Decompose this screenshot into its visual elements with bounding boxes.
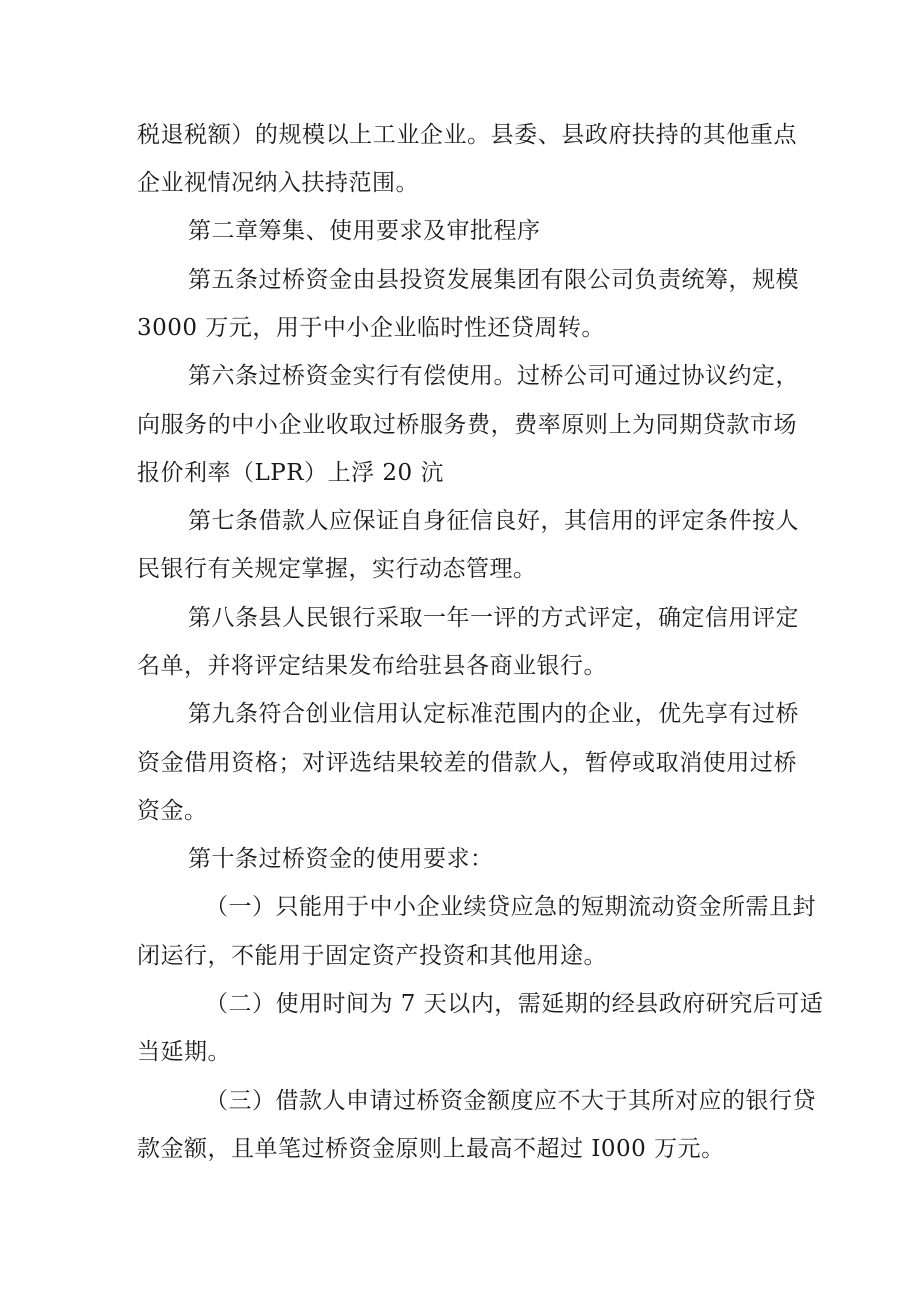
article-5-line: 3000 万元，用于中小企业临时性还贷周转。: [137, 315, 605, 341]
article-10-heading: 第十条过桥资金的使用要求：: [188, 846, 494, 872]
body-text-line: 企业视情况纳入扶持范围。: [137, 170, 419, 196]
chapter-heading: 第二章筹集、使用要求及审批程序: [188, 218, 541, 244]
article-8-line: 第八条县人民银行采取一年一评的方式评定，确定信用评定: [188, 605, 799, 631]
article-7-line: 第七条借款人应保证自身征信良好，其信用的评定条件按人: [188, 508, 799, 534]
clause-2-line: 当延期。: [137, 1039, 231, 1065]
article-9-line: 资金借用资格；对评选结果较差的借款人，暂停或取消使用过桥: [137, 750, 797, 776]
clause-3-line: （三）借款人申请过桥资金额度应不大于其所对应的银行贷: [205, 1088, 816, 1114]
clause-2-line: （二）使用时间为 7 天以内，需延期的经县政府研究后可适: [205, 991, 824, 1017]
article-6-line: 向服务的中小企业收取过桥服务费，费率原则上为同期贷款市场: [137, 412, 797, 438]
article-9-line: 资金。: [137, 798, 208, 824]
article-8-line: 名单，并将评定结果发布给驻县各商业银行。: [137, 653, 607, 679]
article-9-line: 第九条符合创业信用认定标准范围内的企业，优先享有过桥: [188, 701, 799, 727]
article-6-line: 报价利率（LPR）上浮 20 沆: [137, 460, 444, 486]
clause-3-line: 款金额，且单笔过桥资金原则上最高不超过 I000 万元。: [137, 1136, 725, 1162]
clause-1-line: 闭运行，不能用于固定资产投资和其他用途。: [137, 943, 607, 969]
article-7-line: 民银行有关规定掌握，实行动态管理。: [137, 556, 537, 582]
article-6-line: 第六条过桥资金实行有偿使用。过桥公司可通过协议约定，: [188, 363, 799, 389]
body-text-line: 税退税额）的规模以上工业企业。县委、县政府扶持的其他重点: [137, 122, 797, 148]
article-5-line: 第五条过桥资金由县投资发展集团有限公司负责统筹，规模: [188, 267, 799, 293]
clause-1-line: （一）只能用于中小企业续贷应急的短期流动资金所需且封: [205, 894, 816, 920]
